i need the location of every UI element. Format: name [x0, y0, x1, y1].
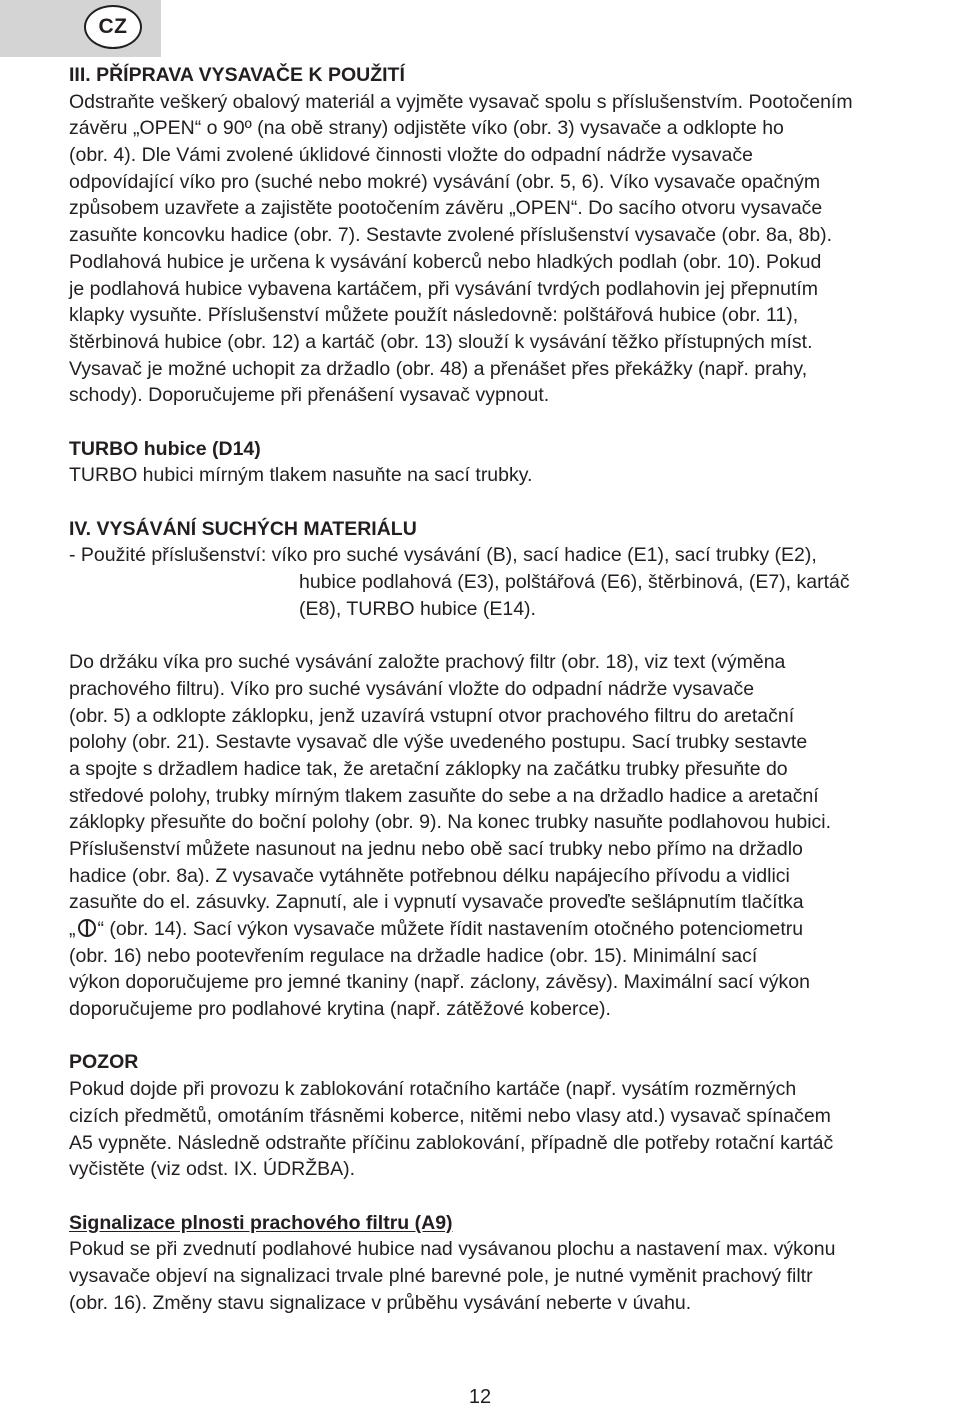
paragraph-line: záklopky přesuňte do boční polohy (obr. 9). Na konec trubky nasuňte podlahovou hubici. — [69, 811, 832, 834]
turbo-title: TURBO hubice (D14) — [69, 437, 261, 460]
section-3-body — [69, 89, 939, 409]
section-4-title: IV. VYSÁVÁNÍ SUCHÝCH MATERIÁLU — [69, 517, 417, 540]
paragraph-line: Vysavač je možné uchopit za držadlo (obr. 48) a přenášet přes překážky (např. prahy, — [69, 357, 808, 380]
paragraph-line: Příslušenství můžete nasunout na jednu nebo obě sací trubky nebo přímo na držadlo — [69, 837, 803, 860]
paragraph-line: schody). Doporučujeme při přenášení vysavač vypnout. — [69, 384, 550, 407]
language-badge: CZ — [84, 5, 142, 49]
paragraph-line: Pokud dojde při provozu k zablokování rotačního kartáče (např. vysátím rozměrných — [69, 1078, 797, 1101]
accessories-line: (E8), TURBO hubice (E14). — [299, 597, 536, 620]
paragraph-line: (obr. 16) nebo pootevřením regulace na držadle hadice (obr. 15). Minimální sací — [69, 944, 758, 967]
accessories-line: - Použité příslušenství: víko pro suché vysávání (B), sací hadice (E1), sací trubky (E2), — [69, 544, 817, 567]
paragraph-line: vyčistěte (viz odst. IX. ÚDRŽBA). — [69, 1158, 356, 1181]
paragraph-line: prachového filtru). Víko pro suché vysávání vložte do odpadní nádrže vysavače — [69, 677, 755, 700]
paragraph-line: štěrbinová hubice (obr. 12) a kartáč (obr. 13) slouží k vysávání těžko přístupných míst. — [69, 330, 813, 353]
paragraph-line: závěru „OPEN“ o 90º (na obě strany) odjistěte víko (obr. 3) vysavače a odklopte ho — [69, 117, 784, 140]
page-content — [69, 62, 939, 1316]
paragraph-line: (obr. 5) a odklopte záklopku, jenž uzavírá vstupní otvor prachového filtru do aretační — [69, 704, 795, 727]
paragraph-line: Pokud se při zvednutí podlahové hubice nad vysávanou plochu a nastavení max. výkonu — [69, 1238, 836, 1261]
paragraph-line: středové polohy, trubky mírným tlakem zasuňte do sebe a na držadlo hadice a aretační — [69, 784, 819, 807]
turbo-text: TURBO hubici mírným tlakem nasuňte na sací trubky. — [69, 464, 533, 487]
paragraph-line: a spojte s držadlem hadice tak, že aretační záklopky na začátku trubky přesuňte do — [69, 757, 788, 780]
paragraph-line: A5 vypněte. Následně odstraňte příčinu zablokování, případně dle potřeby rotační kartáč — [69, 1131, 834, 1154]
paragraph-line: zasuňte do el. zásuvky. Zapnutí, ale i vypnutí vysavače proveďte sešlápnutím tlačítka — [69, 891, 804, 914]
paragraph-line: vysavače objeví na signalizaci trvale plné barevné pole, je nutné vyměnit prachový filtr — [69, 1264, 813, 1287]
paragraph-line: způsobem uzavřete a zajistěte pootočením závěru „OPEN“. Do sacího otvoru vysavače — [69, 197, 823, 220]
paragraph-line: hadice (obr. 8a). Z vysavače vytáhněte potřebnou délku napájecího přívodu a vidlici — [69, 864, 790, 887]
power-line-text: “ (obr. 14). Sací výkon vysavače můžete řídit nastavením otočného potenciometru — [97, 918, 804, 940]
paragraph-line: Odstraňte veškerý obalový materiál a vyjměte vysavač spolu s příslušenstvím. Pootočením — [69, 90, 853, 113]
paragraph-line: klapky vysuňte. Příslušenství můžete použít následovně: polštářová hubice (obr. 11), — [69, 304, 799, 327]
paragraph-line: (obr. 16). Změny stavu signalizace v průběhu vysávání neberte v úvahu. — [69, 1291, 692, 1314]
language-tab — [0, 0, 161, 57]
paragraph-line: polohy (obr. 21). Sestavte vysavač dle výše uvedeného postupu. Sací trubky sestavte — [69, 731, 808, 754]
section-4-body — [69, 649, 939, 1023]
power-button-icon — [77, 918, 97, 938]
paragraph-line: Podlahová hubice je určena k vysávání koberců nebo hladkých podlah (obr. 10). Pokud — [69, 250, 822, 273]
paragraph-line: je podlahová hubice vybavena kartáčem, při vysávání tvrdých podlahovin jej přepnutím — [69, 277, 819, 300]
quote-open: „ — [69, 918, 76, 940]
section-3-title: III. PŘÍPRAVA VYSAVAČE K POUŽITÍ — [69, 64, 405, 86]
paragraph-line: výkon doporučujeme pro jemné tkaniny (např. záclony, závěsy). Maximální sací výkon — [69, 971, 810, 994]
paragraph-line: zasuňte koncovku hadice (obr. 7). Sestavte zvolené příslušenství vysavače (obr. 8a, 8b). — [69, 224, 833, 247]
paragraph-line: (obr. 4). Dle Vámi zvolené úklidové činnosti vložte do odpadní nádrže vysavače — [69, 144, 753, 167]
page-number: 12 — [468, 1386, 492, 1408]
paragraph-line: doporučujeme pro podlahové krytina (např. zátěžové koberce). — [69, 998, 611, 1021]
paragraph-line: cizích předmětů, omotáním třásněmi koberce, nitěmi nebo vlasy atd.) vysavač spínačem — [69, 1104, 831, 1127]
paragraph-line: Do držáku víka pro suché vysávání založte prachový filtr (obr. 18), viz text (výměna — [69, 651, 786, 674]
accessories-line: hubice podlahová (E3), polštářová (E6), štěrbinová, (E7), kartáč — [299, 571, 850, 594]
signal-title: Signalizace plnosti prachového filtru (A9) — [69, 1211, 453, 1234]
paragraph-line: odpovídající víko pro (suché nebo mokré) vysávání (obr. 5, 6). Víko vysavače opačným — [69, 170, 821, 193]
warning-title: POZOR — [69, 1051, 139, 1074]
paragraph-line-power — [69, 916, 939, 943]
